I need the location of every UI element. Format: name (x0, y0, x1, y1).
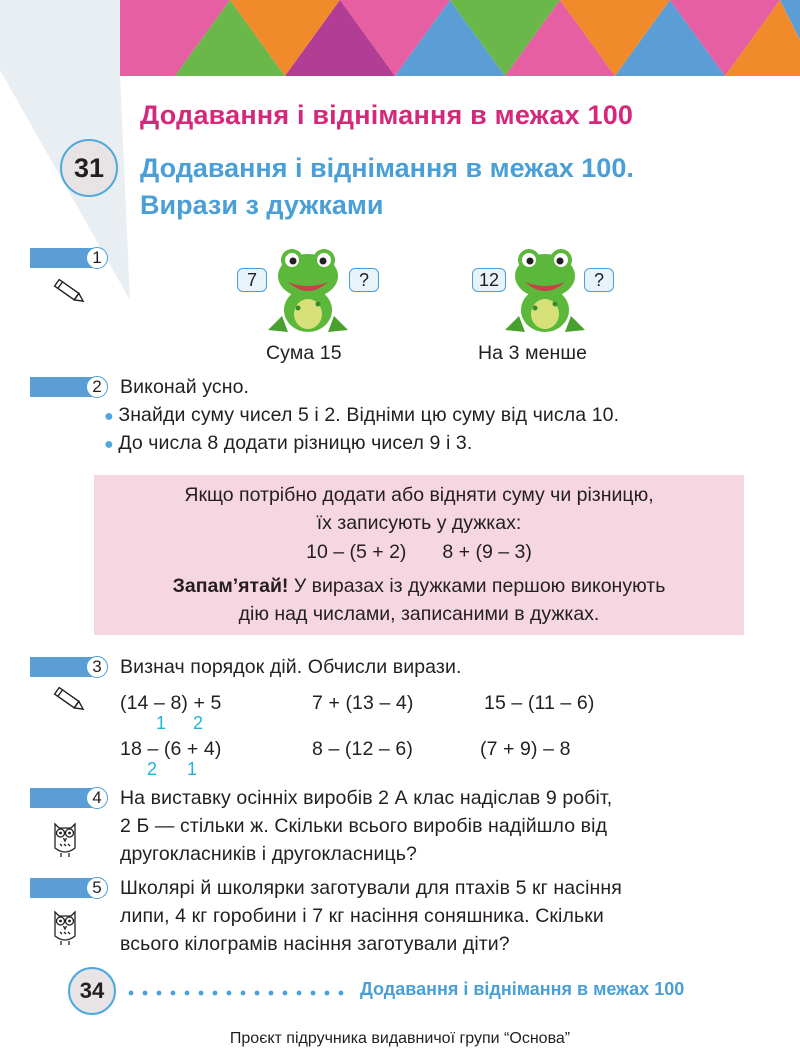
rule-line1: Якщо потрібно додати або відняти суму чи різницю, (184, 484, 654, 506)
task-5-line: Школярі й школярки заготували для птахів 5 кг насіння (120, 877, 622, 899)
task-2-item-text: Знайди суму чисел 5 і 2. Відніми цю суму від числа 10. (118, 404, 620, 426)
task-2-item (104, 404, 619, 427)
task-2-item (104, 432, 472, 455)
footer-dots (128, 990, 348, 996)
frog-illustration (258, 238, 358, 338)
task-5-line: всього кілограмів насіння заготували діти? (120, 933, 510, 955)
project-note: Проєкт підручника видавничої групи “Основа” (229, 1030, 571, 1047)
expression: 7 + (13 – 4) (312, 692, 414, 714)
task-2-number: 2 (86, 376, 108, 398)
lesson-number: 31 (60, 139, 118, 197)
task-4-line: другокласників і другокласниць? (120, 843, 417, 865)
rule-box (94, 475, 744, 635)
order-hint: 2 (147, 759, 158, 779)
owl-icon (50, 906, 80, 946)
task-4-number: 4 (86, 787, 108, 809)
task-3-number: 3 (86, 656, 108, 678)
bullet-icon: ● (104, 408, 119, 425)
task-2-intro: Виконай усно. (120, 376, 250, 398)
rule-line4: дію над числами, записаними в дужках. (238, 603, 600, 625)
remember-text: У виразах із дужками першою виконують (288, 575, 666, 597)
frog2-caption: На 3 менше (478, 342, 588, 364)
frog1-caption: Сума 15 (266, 342, 342, 364)
task-5-number: 5 (86, 877, 108, 899)
order-hint: 1 (187, 759, 198, 779)
frog1-left-value: 7 (237, 268, 267, 292)
order-hint: 2 (193, 713, 204, 733)
task-4-line: 2 Б — стільки ж. Скільки всього виробів надійшло від (120, 815, 608, 837)
task-4-line: На виставку осінніх виробів 2 А клас надіслав 9 робіт, (120, 787, 613, 809)
task-5-line: липи, 4 кг горобини і 7 кг насіння соняшника. Скільки (120, 905, 604, 927)
pencil-icon (50, 276, 90, 308)
frog2-left-value: 12 (472, 268, 506, 292)
rule-example2: 8 + (9 – 3) (442, 541, 532, 563)
lesson-title-line1: Додавання і віднімання в межах 100. (140, 153, 634, 183)
expression: (7 + 9) – 8 (480, 738, 571, 760)
pencil-icon (50, 684, 90, 716)
page-number: 34 (68, 967, 116, 1015)
task-3-intro: Визнач порядок дій. Обчисли вирази. (120, 656, 462, 678)
frog1-right-value: ? (349, 268, 379, 292)
task-1-number: 1 (86, 247, 108, 269)
lesson-title-line2: Вирази з дужками (140, 190, 384, 220)
rule-example1: 10 – (5 + 2) (306, 541, 407, 563)
order-hint: 1 (156, 713, 167, 733)
footer-section-title: Додавання і віднімання в межах 100 (360, 979, 685, 999)
task-2-item-text: До числа 8 додати різницю чисел 9 і 3. (118, 432, 473, 454)
expression: 8 – (12 – 6) (312, 738, 413, 760)
remember-label: Запам’ятай! (172, 575, 289, 597)
rule-remember (94, 575, 744, 598)
frog-illustration (495, 238, 595, 338)
expression: (14 – 8) + 5 (120, 692, 222, 714)
owl-icon (50, 818, 80, 858)
frog2-right-value: ? (584, 268, 614, 292)
expression: 18 – (6 + 4) (120, 738, 222, 760)
lesson-title (140, 150, 634, 224)
section-title: Додавання і віднімання в межах 100 (140, 100, 634, 130)
rule-examples (94, 541, 744, 564)
expression: 15 – (11 – 6) (484, 692, 595, 714)
bullet-icon: ● (104, 436, 119, 453)
rule-line2: їх записують у дужках: (316, 512, 522, 534)
